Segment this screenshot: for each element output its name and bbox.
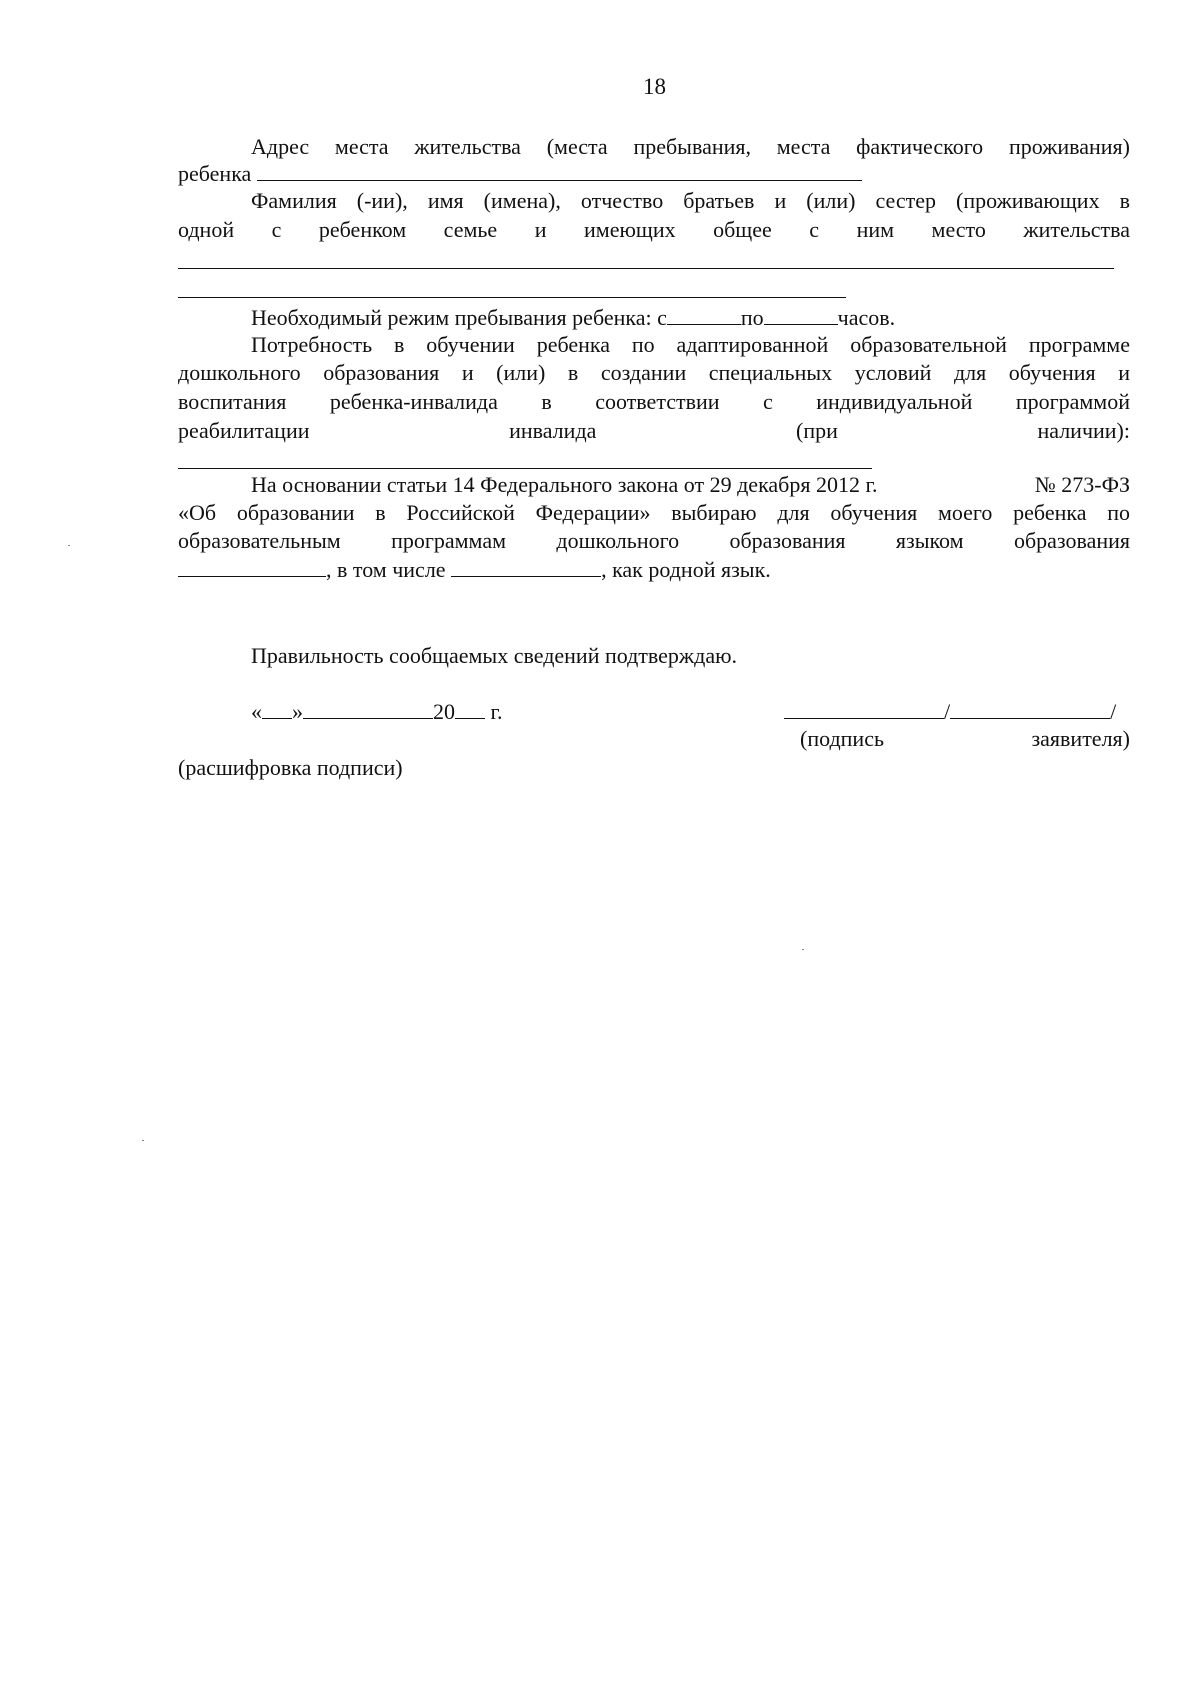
signature-line — [784, 700, 1116, 723]
regime-prefix: Необходимый режим пребывания ребенка: с — [251, 305, 667, 330]
siblings-field-line-2[interactable] — [178, 297, 846, 298]
signature-caption-right: заявителя) — [1031, 726, 1130, 751]
scan-speck — [68, 545, 70, 546]
siblings-field-line-1[interactable] — [178, 268, 1114, 269]
language-line-4 — [178, 558, 771, 581]
language-line-3: образовательным программам дошкольного образования языком образования — [178, 528, 1130, 553]
signature-caption-left: (подпись — [800, 726, 885, 751]
language-law-number: № 273-ФЗ — [1034, 472, 1130, 497]
needs-line-4: реабилитации инвалида (при наличии): — [178, 418, 1130, 443]
language-line-2: «Об образовании в Российской Федерации» выбираю для обучения моего ребенка по — [178, 500, 1130, 525]
siblings-line-2: одной с ребенком семье и имеющих общее с ним место жительства — [178, 217, 1130, 242]
signature-decoding-caption: (расшифровка подписи) — [178, 755, 403, 780]
signature-decoding-field[interactable] — [950, 700, 1110, 719]
confirmation-text: Правильность сообщаемых сведений подтверждаю. — [251, 643, 738, 668]
siblings-line-1: Фамилия (-ии), имя (имена), отчество братьев и (или) сестер (проживающих в — [251, 188, 1130, 213]
address-line-1: Адрес места жительства (места пребывания, места фактического проживания) — [251, 134, 1130, 159]
regime-suffix: часов. — [837, 305, 896, 330]
address-field[interactable] — [257, 162, 862, 181]
date-month-field[interactable] — [303, 700, 433, 719]
needs-line-2: дошкольного образования и (или) в создании специальных условий для обучения и — [178, 360, 1130, 385]
education-language-field[interactable] — [178, 558, 326, 577]
language-including: , в том числе — [326, 557, 446, 582]
date-line — [251, 700, 503, 723]
date-close-quote: » — [292, 699, 303, 724]
date-open-quote: « — [251, 699, 262, 724]
signature-slash-1: / — [944, 699, 951, 724]
date-day-field[interactable] — [262, 700, 292, 719]
address-child-label: ребенка — [178, 161, 252, 186]
scan-speck — [802, 949, 804, 950]
page-number: 18 — [643, 74, 666, 99]
date-year-prefix: 20 — [433, 699, 455, 724]
regime-to-field[interactable] — [764, 306, 838, 325]
needs-field-line[interactable] — [178, 468, 872, 469]
native-language-field[interactable] — [451, 558, 601, 577]
date-year-field[interactable] — [455, 700, 485, 719]
date-year-suffix: г. — [490, 699, 503, 724]
scan-speck — [142, 1140, 144, 1141]
needs-line-1: Потребность в обучении ребенка по адаптированной образовательной программе — [251, 332, 1130, 357]
address-line-2 — [178, 162, 862, 185]
language-native-suffix: , как родной язык. — [601, 557, 771, 582]
signature-field[interactable] — [784, 700, 944, 719]
regime-middle: по — [740, 305, 764, 330]
language-line-1-text: На основании статьи 14 Федерального закона от 29 декабря 2012 г. — [251, 472, 878, 497]
signature-slash-2: / — [1110, 699, 1117, 724]
regime-from-field[interactable] — [667, 306, 741, 325]
needs-line-3: воспитания ребенка-инвалида в соответствии с индивидуальной программой — [178, 389, 1130, 414]
regime-line — [251, 306, 895, 329]
